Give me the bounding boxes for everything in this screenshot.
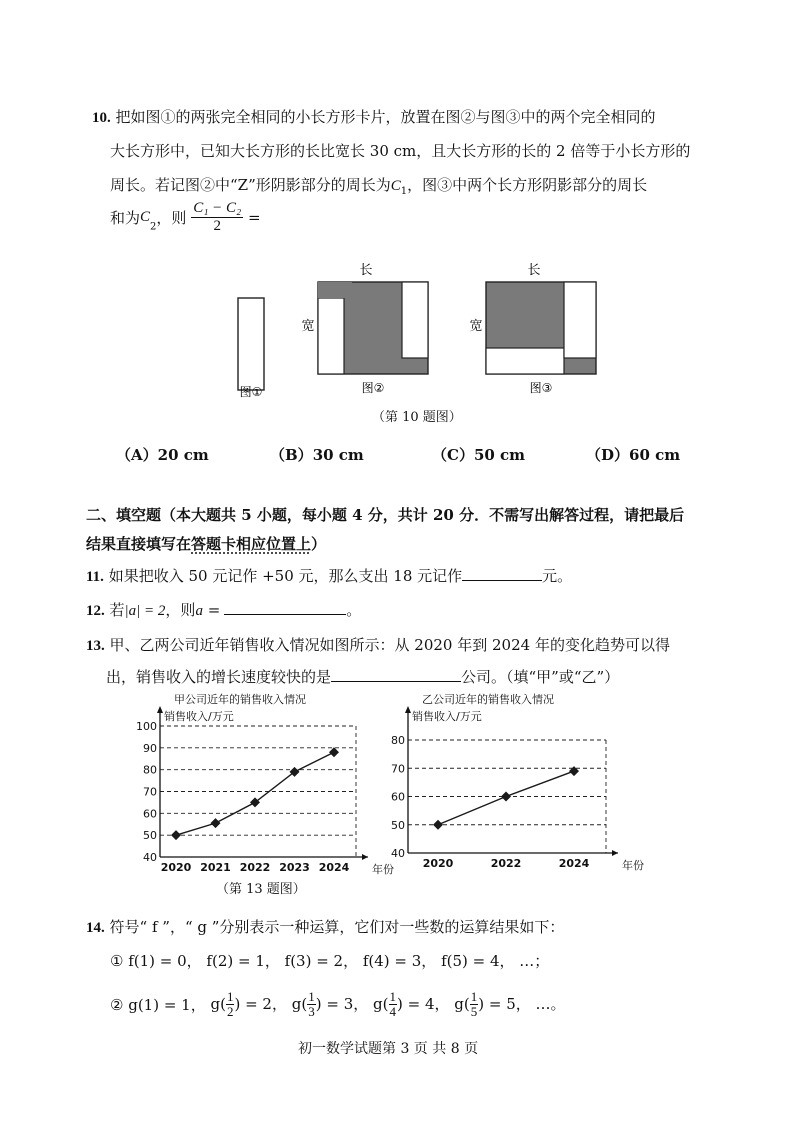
- q10-equals: =: [248, 208, 261, 227]
- jia-point-marker: [211, 818, 221, 828]
- yi-ytick: 70: [391, 762, 405, 776]
- fig3-long-label: 长: [527, 263, 541, 278]
- g4-pre: g(: [454, 994, 470, 1013]
- jia-xlabel: 年份: [372, 863, 394, 876]
- g4-den: 5: [470, 1004, 478, 1019]
- g3-pre: g(: [373, 994, 389, 1013]
- chart-yi: [378, 690, 648, 880]
- jia-title: 甲公司近年的销售收入情况: [174, 693, 306, 706]
- yi-title: 乙公司近年的销售收入情况: [422, 693, 554, 706]
- q10-number: 10.: [92, 110, 111, 126]
- q14-g-prefix: ② g(1) = 1，: [110, 996, 206, 1014]
- q14-g-item-3: [373, 989, 450, 1019]
- option-b-label: （B）: [270, 446, 313, 464]
- q11-text-a: 如果把收入 50 元记作 +50 元，那么支出 18 元记作: [108, 567, 463, 585]
- jia-xtick: 2024: [318, 861, 350, 874]
- jia-series-line: [176, 752, 334, 835]
- q14-f-line: ① f(1) = 0， f(2) = 1， f(3) = 2， f(4) = 3， f(5) = 4， …；: [110, 952, 550, 970]
- q14-intro: 符号“ f ”，“ g ”分别表示一种运算，它们对一些数的运算结果如下：: [109, 918, 565, 936]
- q12: [86, 599, 361, 620]
- chart-jia: [130, 690, 394, 880]
- q12-var: a: [195, 603, 203, 619]
- g1-num: 1: [226, 989, 234, 1004]
- fig2-wide-label: 宽: [301, 319, 315, 334]
- section2-line2a: 结果直接填写在: [86, 535, 192, 553]
- option-d-value: 60 cm: [629, 446, 681, 464]
- yi-xtick: 2024: [558, 857, 590, 870]
- yi-point-marker: [569, 766, 579, 776]
- g2-pre: g(: [291, 994, 308, 1013]
- jia-ytick: 70: [143, 785, 157, 799]
- q10-c2-sub: 2: [150, 221, 157, 233]
- yi-xtick: 2020: [422, 857, 454, 870]
- q12-abs-expr: |a| = 2: [124, 603, 166, 619]
- q14-intro-line: [86, 916, 564, 937]
- fig3-wide-label: 宽: [469, 319, 483, 334]
- fig2-label: 图②: [361, 381, 385, 395]
- q10-text-line3b: ，图③中两个长方形阴影部分的周长: [407, 176, 648, 194]
- jia-ytick: 50: [143, 829, 157, 843]
- option-a-value: 20 cm: [157, 446, 209, 464]
- option-b-value: 30 cm: [312, 446, 364, 464]
- q11: [86, 565, 572, 586]
- g2-num: 1: [308, 989, 315, 1004]
- fig2-shade-top: [318, 282, 352, 298]
- g4-post: ) = 5， …。: [478, 994, 566, 1013]
- g2-den: 3: [308, 1004, 315, 1019]
- q10-text-line2: 大长方形中，已知大长方形的长比宽长 30 cm，且大长方形的长的 2 倍等于小长方形的: [110, 142, 691, 160]
- q10-frac-num: C₁ − C₂: [193, 200, 242, 216]
- g3-den: 4: [389, 1004, 396, 1019]
- q10-option-c: [432, 444, 525, 465]
- q10-figure: [230, 258, 600, 400]
- q14-number: 14.: [86, 920, 105, 936]
- q10-line1: [92, 106, 656, 127]
- option-c-label: （C）: [432, 446, 474, 464]
- jia-point-marker: [329, 747, 339, 757]
- q14-g-item-4: [454, 989, 566, 1019]
- q12-text-b: ，则: [165, 601, 196, 619]
- q10-option-d: [586, 444, 680, 465]
- q14-g-line: [110, 990, 566, 1019]
- section2-heading-line2: [86, 533, 326, 554]
- g2-frac: [307, 990, 316, 1019]
- yi-y-arrow: [405, 706, 411, 713]
- yi-point-marker: [501, 792, 511, 802]
- fig2-card-right: [402, 282, 428, 358]
- q10-c2: C: [140, 209, 151, 225]
- q10-option-b: [270, 444, 364, 465]
- q10-c1: C: [390, 178, 401, 194]
- fig2-long-label: 长: [359, 263, 373, 278]
- jia-xtick: 2023: [279, 861, 310, 874]
- q14-g-item-2: [291, 989, 369, 1019]
- yi-x-arrow: [612, 850, 618, 856]
- g4-frac: [470, 990, 479, 1019]
- q12-number: 12.: [86, 603, 105, 619]
- option-a-label: （A）: [116, 446, 158, 464]
- section2-dotted: 答题卡相应位置上: [191, 535, 312, 553]
- q10-text-line4b: ，则: [156, 209, 187, 227]
- fig1-small-rect: [238, 298, 264, 390]
- yi-ylabel: 销售收入/万元: [412, 710, 482, 723]
- q10-caption: （第 10 题图）: [372, 410, 462, 425]
- option-c-value: 50 cm: [473, 446, 526, 464]
- yi-xtick: 2022: [490, 857, 522, 870]
- q10-frac-den: 2: [213, 218, 221, 234]
- q12-end: 。: [346, 601, 362, 619]
- jia-ytick: 60: [143, 807, 157, 821]
- page-footer: 初一数学试题第 3 页 共 8 页: [298, 1041, 479, 1057]
- q11-answer-blank: [462, 566, 542, 581]
- section2-heading-line1: 二、填空题（本大题共 5 小题，每小题 4 分，共计 20 分．不需写出解答过程，请把最后: [86, 506, 685, 524]
- q13-line1: [86, 634, 670, 655]
- q10-fraction: [191, 200, 243, 235]
- fig2-card-left: [318, 298, 344, 374]
- q10-text-line1: 把如图①的两张完全相同的小长方形卡片，放置在图②与图③中的两个完全相同的: [115, 108, 656, 126]
- q12-answer-blank: [224, 600, 346, 615]
- fig3-card-bottom: [486, 348, 564, 374]
- fig3-label: 图③: [529, 381, 553, 395]
- yi-ytick: 50: [391, 818, 405, 832]
- fig1-label: 图①: [239, 385, 263, 399]
- q13-text-line2b: 公司。（填“甲”或“乙”）: [461, 668, 620, 686]
- jia-ytick: 80: [143, 763, 157, 777]
- g3-frac: [389, 990, 398, 1019]
- jia-xtick: 2022: [239, 861, 271, 874]
- q10-line3: [110, 174, 647, 197]
- q12-eq: =: [202, 601, 221, 619]
- q14-g-item-1: [210, 989, 287, 1019]
- q13-caption: （第 13 题图）: [216, 882, 306, 897]
- fig3-card-right: [564, 282, 596, 358]
- jia-ylabel: 销售收入/万元: [164, 710, 234, 723]
- q11-text-b: 元。: [542, 567, 573, 585]
- g2-post: ) = 3，: [315, 994, 369, 1013]
- option-d-label: （D）: [586, 446, 630, 464]
- jia-ytick: 100: [136, 720, 157, 733]
- g1-post: ) = 2，: [234, 994, 287, 1013]
- yi-ytick: 80: [391, 734, 405, 747]
- q13-text-line1: 甲、乙两公司近年销售收入情况如图所示：从 2020 年到 2024 年的变化趋势可以得: [109, 636, 670, 654]
- g1-pre: g(: [210, 994, 226, 1013]
- q10-line4: [110, 200, 261, 235]
- yi-ytick: 60: [391, 790, 405, 804]
- jia-ytick: 90: [143, 741, 157, 755]
- g3-post: ) = 4，: [397, 994, 450, 1013]
- jia-y-arrow: [157, 706, 163, 713]
- jia-xtick: 2021: [200, 861, 231, 874]
- q13-line2: [106, 666, 619, 687]
- q13-answer-blank: [331, 667, 461, 682]
- section2-line2b: ）: [311, 535, 327, 553]
- q13-number: 13.: [86, 638, 105, 654]
- jia-xtick: 2020: [160, 861, 192, 874]
- q10-text-line4a: 和为: [110, 209, 141, 227]
- jia-ytick: 40: [143, 851, 157, 864]
- q10-c1-sub: 1: [400, 186, 408, 197]
- q13-text-line2a: 出，销售收入的增长速度较快的是: [106, 668, 332, 686]
- q12-text-a: 若: [109, 601, 125, 619]
- yi-ytick: 40: [391, 847, 405, 860]
- q10-option-a: [116, 444, 209, 465]
- yi-point-marker: [433, 820, 443, 830]
- q10-text-line3a: 周长。若记图②中“Z”形阴影部分的周长为: [110, 176, 391, 194]
- yi-xlabel: 年份: [622, 859, 644, 872]
- g4-num: 1: [470, 989, 478, 1004]
- jia-point-marker: [171, 830, 181, 840]
- g3-num: 1: [389, 989, 396, 1004]
- g1-den: 2: [226, 1004, 234, 1019]
- jia-x-arrow: [362, 854, 368, 860]
- q11-number: 11.: [86, 569, 104, 585]
